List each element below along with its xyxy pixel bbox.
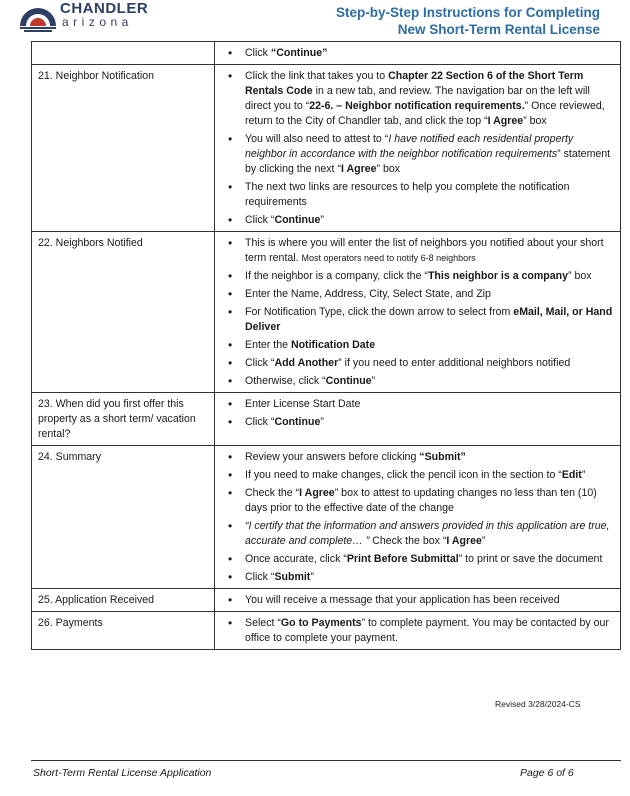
list-item: [221, 593, 614, 608]
instruction-text: ”: [371, 375, 376, 387]
instruction-text: in a new tab, and review. The navigation bar on the left will direct you to “: [245, 85, 590, 112]
step-label: 26. Payments: [32, 612, 215, 650]
table-row: [32, 612, 621, 650]
list-item: [221, 305, 614, 335]
instruction-text: Enter License Start Date: [245, 398, 361, 410]
instruction-text: Click: [245, 47, 271, 59]
step-instructions: [215, 612, 621, 650]
instruction-text: ” to print or save the document: [458, 553, 603, 565]
instruction-text: Continue: [274, 416, 321, 428]
list-item: [221, 213, 614, 228]
instruction-text: Edit: [561, 469, 582, 481]
instruction-text: Add Another: [274, 357, 339, 369]
instruction-text: ”: [320, 416, 324, 428]
instruction-list: [221, 236, 614, 389]
table-row: [32, 42, 621, 65]
instruction-list: [221, 616, 614, 646]
instruction-text: ” to complete payment. You may be contacted by our office to complete your payment.: [245, 617, 609, 644]
logo-brand-text: CHANDLER: [60, 0, 149, 17]
list-item: [221, 486, 614, 516]
instruction-text: “Continue”: [270, 47, 328, 59]
instruction-text: You will receive a message that your application has been received: [245, 594, 560, 606]
instruction-text: Click “: [245, 357, 275, 369]
list-item: [221, 616, 614, 646]
instruction-text: 22-6. – Neighbor notification requirements.: [309, 100, 525, 112]
list-item: [221, 180, 614, 210]
instruction-text: ” if you need to enter additional neighbors notified: [338, 357, 571, 369]
instruction-text: I Agree: [340, 163, 377, 175]
list-item: [221, 338, 614, 353]
step-label: 22. Neighbors Notified: [32, 232, 215, 393]
instruction-list: [221, 450, 614, 585]
list-item: [221, 468, 614, 483]
chandler-logo: [18, 0, 188, 34]
instruction-text: Most operators need to notify 6-8 neighbors: [301, 253, 476, 263]
sun-logo-icon: [18, 0, 58, 32]
instruction-text: ” box: [523, 115, 547, 127]
step-label: [32, 42, 215, 65]
instruction-text: Print Before Submittal: [346, 553, 459, 565]
instruction-text: Enter the: [245, 339, 291, 351]
instruction-text: eMail, Mail, or Hand Deliver: [245, 306, 613, 333]
step-instructions: [215, 589, 621, 612]
instruction-text: The next two links are resources to help you complete the notification requirements: [245, 181, 570, 208]
instruction-text: For Notification Type, click the down arrow to select from: [245, 306, 514, 318]
instruction-list: [221, 69, 614, 228]
step-instructions: [215, 65, 621, 232]
instruction-text: Go to Payments: [280, 617, 362, 629]
instruction-text: Click “: [245, 214, 275, 226]
instruction-text: ” statement by clicking the next “: [245, 148, 611, 175]
instruction-text: I have notified each residential property neighbor in accordance with the neighbor notification requirements: [245, 133, 574, 160]
table-row: [32, 446, 621, 589]
instruction-text: ”: [310, 571, 314, 583]
table-row: [32, 589, 621, 612]
revision-note: Revised 3/28/2024-CS: [495, 699, 581, 709]
table-row: [32, 393, 621, 446]
step-label: 25. Application Received: [32, 589, 215, 612]
table-row: [32, 65, 621, 232]
table-row: [32, 232, 621, 393]
instruction-text: If the neighbor is a company, click the “: [245, 270, 428, 282]
footer-divider: [31, 760, 621, 761]
instruction-text: Click “: [245, 416, 275, 428]
page-header: [0, 0, 630, 44]
list-item: [221, 356, 614, 371]
list-item: [221, 397, 614, 412]
document-title-line-1: Step-by-Step Instructions for Completing: [335, 5, 600, 20]
instruction-text: Check the box “: [369, 535, 447, 547]
document-title-line-2: New Short-Term Rental License: [397, 22, 600, 37]
instruction-text: ” box: [568, 270, 592, 282]
instruction-text: ”: [481, 535, 486, 547]
document-title: [336, 4, 600, 38]
list-item: [221, 69, 614, 129]
step-label: 23. When did you first offer this property as a short term/ vacation rental?: [32, 393, 215, 446]
instruction-text: Enter the Name, Address, City, Select State, and Zip: [245, 288, 491, 300]
instruction-text: ”: [581, 469, 586, 481]
instruction-text: “I certify that the information and answers provided in this application are true, accurate and complete… ”: [245, 520, 610, 547]
list-item: [221, 287, 614, 302]
list-item: [221, 236, 614, 266]
instruction-text: Click the link that takes you to: [245, 70, 389, 82]
list-item: [221, 519, 614, 549]
instruction-text: ”: [320, 214, 324, 226]
instruction-text: Submit: [274, 571, 311, 583]
list-item: [221, 450, 614, 465]
step-instructions: [215, 42, 621, 65]
instruction-text: You will also need to attest to “: [245, 133, 389, 145]
instruction-text: Review your answers before clicking: [245, 451, 420, 463]
instruction-text: Click “: [245, 571, 275, 583]
list-item: [221, 132, 614, 177]
instruction-text: Otherwise, click “: [245, 375, 326, 387]
instructions-table: [31, 41, 621, 650]
instruction-text: Select “: [245, 617, 281, 629]
instruction-text: Continue: [325, 375, 372, 387]
instruction-text: Chapter 22 Section 6 of the Short Term Rentals Code: [245, 70, 584, 97]
instruction-text: This neighbor is a company: [427, 270, 569, 282]
instruction-text: I Agree: [446, 535, 482, 547]
footer-page-number: Page 6 of 6: [520, 767, 574, 779]
instruction-list: [221, 593, 614, 608]
instruction-text: Once accurate, click “: [245, 553, 347, 565]
instruction-text: I Agree: [487, 115, 524, 127]
list-item: [221, 46, 614, 61]
instruction-text: I Agree: [299, 487, 335, 499]
list-item: [221, 269, 614, 284]
instruction-text: Continue: [274, 214, 321, 226]
instruction-text: This is where you will enter the list of neighbors you notified about your short term rental.: [245, 237, 604, 264]
instruction-text: “Submit”: [419, 451, 466, 463]
instruction-text: ” box to attest to updating changes no less than ten (10) days prior to the effective date of the change: [245, 487, 597, 514]
step-instructions: [215, 232, 621, 393]
instruction-text: ” box: [376, 163, 401, 175]
list-item: [221, 570, 614, 585]
step-instructions: [215, 393, 621, 446]
footer-document-name: Short-Term Rental License Application: [33, 767, 212, 779]
instruction-text: Check the “: [245, 487, 300, 499]
instruction-text: Notification Date: [290, 339, 376, 351]
step-instructions: [215, 446, 621, 589]
step-label: 24. Summary: [32, 446, 215, 589]
list-item: [221, 552, 614, 567]
instruction-text: If you need to make changes, click the pencil icon in the section to “: [245, 469, 562, 481]
step-label: 21. Neighbor Notification: [32, 65, 215, 232]
instruction-text: ” Once reviewed, return to the City of Chandler tab, and click the top “: [245, 100, 605, 127]
list-item: [221, 415, 614, 430]
logo-sub-text: arizona: [62, 15, 133, 29]
instruction-list: [221, 46, 614, 61]
instruction-list: [221, 397, 614, 430]
list-item: [221, 374, 614, 389]
